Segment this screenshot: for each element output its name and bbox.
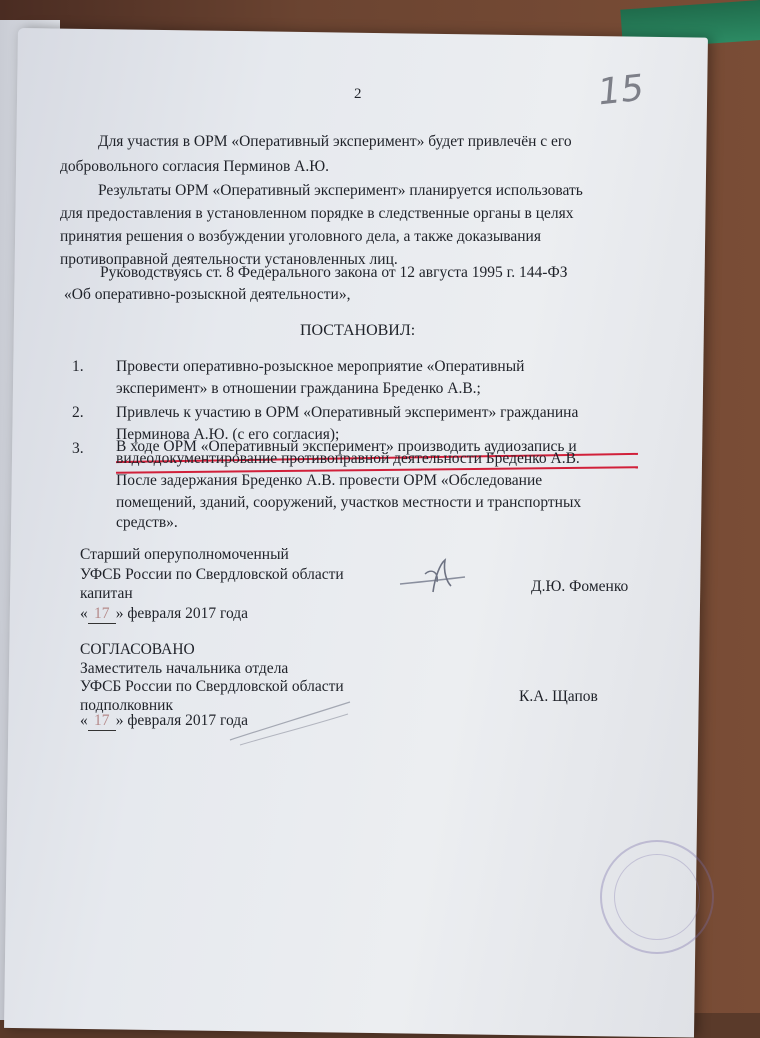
paragraph-1-line-1: Для участия в ОРМ «Оперативный эксперимент» будет привлечён с его [98, 133, 572, 150]
signer-1-name: Д.Ю. Фоменко [531, 578, 629, 595]
item-2-line-2: Перминова А.Ю. (с его согласия); [116, 426, 340, 443]
item-1-line-2: эксперимент» в отношении гражданина Бреденко А.В.; [116, 380, 481, 397]
agreed-label: СОГЛАСОВАНО [80, 641, 195, 658]
signer-1-rank: капитан [80, 585, 133, 602]
signature-2-mark [220, 690, 360, 750]
signer-1-department: УФСБ России по Свердловской области [80, 566, 344, 583]
paragraph-3-line-2: «Об оперативно-розыскной деятельности», [64, 286, 351, 303]
item-3-line-4: помещений, зданий, сооружений, участков местности и транспортных [116, 494, 582, 511]
item-3-line-2: видеодокументирование противоправной деятельности Бреденко А.В. [116, 450, 580, 467]
item-3-line-3: После задержания Бреденко А.В. провести ОРМ «Обследование [116, 472, 543, 489]
signer-2-date: « 17 » февраля 2017 года [80, 712, 249, 729]
signature-1-mark [395, 552, 475, 602]
paragraph-2-line-1: Результаты ОРМ «Оперативный эксперимент» планируется использовать [98, 182, 583, 199]
paragraph-3-line-1: Руководствуясь ст. 8 Федерального закона от 12 августа 1995 г. 144-ФЗ [100, 264, 568, 281]
handwritten-sheet-number: 15 [595, 67, 646, 114]
paragraph-2-line-2: для предоставления в установленном порядке в следственные органы в целях [60, 205, 574, 222]
signer-2-department: УФСБ России по Свердловской области [80, 678, 344, 695]
signer-2-name: К.А. Щапов [519, 688, 598, 705]
item-3-line-5: средств». [116, 514, 178, 531]
signer-1-date-day: 17 [88, 605, 116, 624]
paragraph-1-line-2: добровольного согласия Перминов А.Ю. [60, 158, 330, 175]
signer-2-rank: подполковник [80, 697, 173, 714]
paragraph-2-line-3: принятия решения о возбуждении уголовного дела, а также доказывания [60, 228, 541, 245]
item-2-line-1: Привлечь к участию в ОРМ «Оперативный эксперимент» гражданина [116, 404, 579, 421]
signer-1-position: Старший оперуполномоченный [80, 546, 289, 563]
signer-1-date: « 17 » февраля 2017 года [80, 605, 249, 622]
item-3-line-1: В ходе ОРМ «Оперативный эксперимент» производить аудиозапись и [116, 438, 577, 455]
page-number: 2 [354, 86, 362, 102]
item-3-number: 3. [72, 440, 84, 457]
resolution-heading: ПОСТАНОВИЛ: [300, 322, 416, 339]
item-1-line-1: Провести оперативно-розыскное мероприятие «Оперативный [116, 358, 525, 375]
signer-2-date-day: 17 [88, 712, 116, 731]
item-2-number: 2. [72, 404, 84, 421]
faded-stamp [600, 840, 714, 954]
item-1-number: 1. [72, 358, 84, 375]
paragraph-2-line-4: противоправной деятельности установленных лиц. [60, 251, 398, 268]
signer-2-position: Заместитель начальника отдела [80, 660, 289, 677]
